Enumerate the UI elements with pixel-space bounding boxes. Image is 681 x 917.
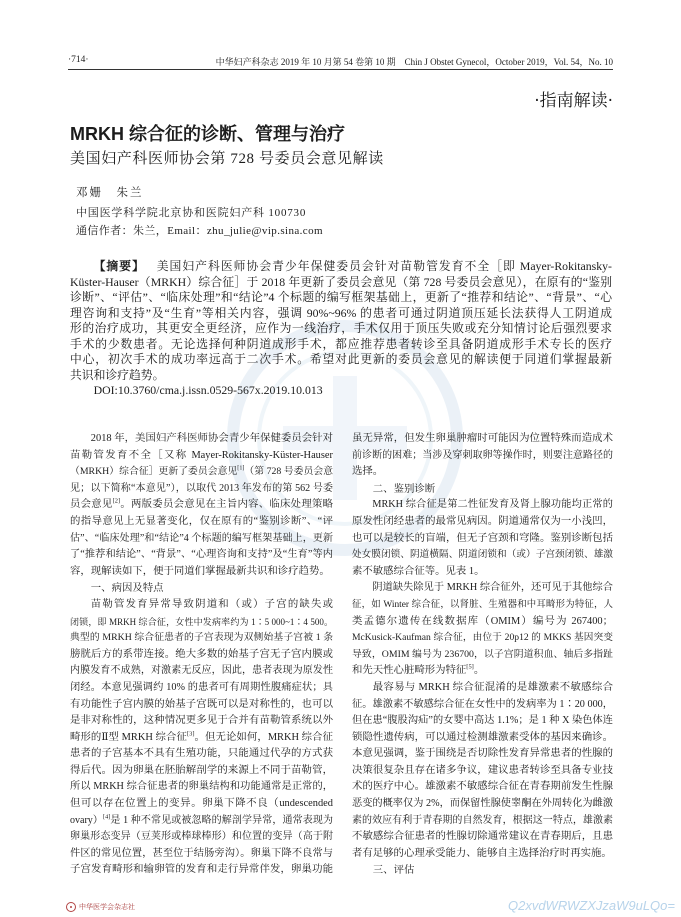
- section-heading: 三、评估: [372, 864, 415, 877]
- abstract-line: 形的治疗成功，其更安全更经济，应作为一线治疗，手术仅用于顶压失败或充分知情讨论后强烈要求: [70, 321, 612, 335]
- citation: [2]: [112, 497, 121, 505]
- citation: [5]: [466, 663, 474, 671]
- paragraph: [352, 431, 613, 481]
- abstract-line: 共识和诊疗趋势。: [70, 367, 165, 382]
- paragraph: [352, 680, 613, 863]
- text-line: 但在患“腹股沟疝”的女婴中高达 1.1%；是 1 种 X 染色体连: [352, 715, 613, 727]
- text-line: 处女膜闭锁、阴道横隔、阴道闭锁和（或）子宫颈闭锁、雄激: [352, 549, 613, 561]
- text-line: 内膜发育不成熟，对激素无反应，因此，患者表现为原发性: [70, 665, 333, 677]
- watermark-text: Q2xvdWRWZXJzaW9uLQo=: [507, 898, 675, 913]
- text-line: 是非对称性的，这种情况更多见于合并有苗勒管系统以外: [70, 715, 333, 727]
- text-line: 患者的子宫基本不具有生殖功能，只能通过代孕的方式获: [70, 748, 333, 760]
- text-line: 闭锁，即 MRKH 综合征，女性中发病率约为 1∶5 000~1∶4 500。: [70, 616, 333, 627]
- text-line: 苗勒管发育不全［又称 Mayer-Rokitansky-Küster-Hauser: [70, 449, 333, 461]
- body-column-right: [352, 431, 613, 879]
- abstract-line: 理咨询和支持”及“生育”等相关内容，强调 90%~96% 的患者可通过阴道顶压延长法获得人工阴道成: [70, 305, 612, 320]
- abstract-line: 中心，初次手术的成功率远高于二次手术。希望对此更新的委员会意见的解读便于同道们掌握最新: [70, 352, 612, 366]
- abstract-line: Küster-Hauser（MRKH）综合征］于 2018 年更新了委员会意见（第 728 号委员会意见），在原有的“鉴别: [70, 274, 612, 289]
- text-line: 和先天性心脏畸形为特征[5]。: [352, 663, 485, 677]
- text-line: 畸形的Ⅱ型 MRKH 综合征[3]。但无论如何，MRKH 综合征: [70, 730, 333, 743]
- text-line: 虽无异常，但发生卵巢肿瘤时可能因为位置特殊而造成术: [352, 433, 613, 444]
- text-line: 前诊断的困难；当涉及穿刺取卵等操作时，则要注意路径的: [352, 449, 613, 461]
- text-line: 典型的 MRKH 综合征患者的子宫表现为双侧始基子宫被 1 条: [70, 632, 333, 644]
- body-column-left: [70, 431, 333, 879]
- abstract: [70, 259, 612, 399]
- paragraph: [352, 497, 613, 580]
- text-line: 征，如 Winter 综合征，以肾脏、生殖器和中耳畸形为特征，人: [352, 599, 613, 610]
- text-line: 也可以是较长的盲端，但无子宫颈和穹隆。鉴别诊断包括: [352, 532, 613, 544]
- text-line: McKusick-Kaufman 综合征，由位于 20p12 的 MKKS 基因突变: [352, 632, 613, 644]
- authors: 邓姗 朱兰: [76, 187, 144, 199]
- text-line: 术的医疗中心。雄激素不敏感综合征在青春期前发生性腺: [352, 781, 613, 793]
- running-header: 中华妇产科杂志 2019 年 10 月第 54 卷第 10 期 Chin J Obstet Gynecol，October 2019，Vol. 54，No. 10: [215, 57, 613, 67]
- abstract-line: 诊断”、“评估”、“临床处理”和“结论”4 个标题的编写框架基础上，更新了“推荐和结论”、“背景”、“心: [70, 290, 612, 304]
- text-line: 2018 年，美国妇产科医师协会青少年保健委员会针对: [90, 433, 333, 444]
- section-heading: 二、鉴别诊断: [372, 482, 436, 495]
- text-line: 最容易与 MRKH 综合征混淆的是雄激素不敏感综合: [372, 681, 613, 693]
- affiliation: 中国医学科学院北京协和医院妇产科 100730: [76, 207, 307, 219]
- abstract-label: 【摘要】: [93, 259, 145, 273]
- paragraph: [352, 580, 613, 680]
- text-line: 估”、“临床处理”和“结论”4 个标题的编写框架基础上，更新: [70, 532, 333, 544]
- text-line: 者有足够的心理承受能力、能够自主选择治疗时再实施。: [352, 847, 612, 859]
- paragraph: [70, 597, 333, 879]
- article-subtitle: 美国妇产科医师协会第 728 号委员会意见解读: [70, 151, 384, 167]
- publisher-logo-icon: [66, 902, 76, 912]
- text-line: ovary）[4]是 1 种不常见或被忽略的解剖学异常，通常表现为: [70, 813, 333, 826]
- text-line: 选择。: [352, 466, 384, 478]
- abstract-line: [70, 259, 612, 275]
- publisher-name: 中华医学会杂志社: [79, 903, 135, 911]
- header-rule: [68, 69, 613, 70]
- section-heading: 一、病因及特点: [90, 582, 164, 595]
- text-line: 但可以存在位置上的变异。卵巢下降不良（undescended: [70, 798, 333, 810]
- text-line: 类孟德尔遗传在线数据库（OMIM）编号为 267400；: [352, 615, 613, 627]
- text-line: 恶变的概率仅为 2%，而保留性腺使睾酮在外周转化为雌激: [352, 798, 613, 810]
- publisher-logo: [66, 901, 135, 913]
- text-line: 征。雄激素不敏感综合征在女性中的发病率为 1∶20 000，: [352, 698, 613, 710]
- citation: [3]: [186, 730, 195, 738]
- text-line: 卵巢形态变异（豆荚形或棒球棒形）和位置的变异（高于附: [70, 831, 333, 843]
- abstract-text: 美国妇产科医师协会青少年保健委员会针对苗勒管发育不全［即 Mayer-Rokitansky-: [156, 259, 612, 273]
- text-line: 苗勒管发育异常导致阴道和（或）子宫的缺失或: [90, 598, 333, 610]
- text-line: 的指导意见上无显著变化，仅在原有的“鉴别诊断”、“评: [70, 515, 333, 527]
- doi: DOI:10.3760/cma.j.issn.0529-567x.2019.10.013: [93, 383, 323, 397]
- text-line: MRKH 综合征是第二性征发育及肾上腺功能均正常的: [372, 499, 613, 511]
- text-line: 阴道缺失除见于 MRKH 综合征外，还可见于其他综合: [372, 582, 613, 594]
- text-line: 决策很复杂且存在诸多争议，建议患者转诊至具备专业技: [352, 764, 613, 776]
- text-line: 膀胱后方的系带连接。绝大多数的始基子宫无子宫内膜或: [70, 648, 333, 660]
- text-line: 锁隐性遗传病，可以通过检测雄激素受体的基因来确诊。: [352, 731, 613, 743]
- text-line: 件区的常见位置，甚至位于结肠旁沟）。卵巢下降不良常与: [70, 847, 333, 859]
- text-line: 有功能性子宫内膜的始基子宫既可以是对称性的，也可以: [70, 698, 333, 710]
- text-line: 了“推荐和结论”、“背景”、“心理咨询和支持”及“生育”等内: [70, 549, 333, 561]
- text-line: 闭经。本意见强调约 10% 的患者可有周期性腹痛症状；具: [70, 681, 333, 693]
- text-line: 所以 MRKH 综合征患者的卵巢结构和功能通常是正常的，: [70, 781, 333, 793]
- text-line: 子宫发育畸形和输卵管的发育和走行异常伴发，卵巢功能: [70, 864, 333, 876]
- text-line: 得后代。因为卵巢在胚胎解剖学的来源上不同于苗勒管，: [70, 764, 333, 776]
- text-line: （MRKH）综合征］更新了委员会意见[1]（第 728 号委员会意: [70, 465, 333, 478]
- text-line: 见；以下简称“本意见”），以取代 2013 年发布的第 562 号委: [70, 482, 333, 494]
- text-line: 导致，OMIM 编号为 236700，以子宫阴道积血、轴后多指趾: [352, 648, 613, 660]
- section-tag: ·指南解读·: [534, 91, 613, 111]
- text-line: 原发性闭经患者的最常见病因。阴道通常仅为一小浅凹，: [352, 515, 613, 527]
- text-line: 员会意见[2]。两版委员会意见在主旨内容、临床处理策略: [70, 497, 333, 511]
- text-line: 素不敏感综合征等。见表 1。: [352, 565, 485, 577]
- article-title: MRKH 综合征的诊断、管理与治疗: [70, 124, 345, 144]
- abstract-line: 手术的少数患者。无论选择何种阴道成形手术，都应推荐患者转诊至具备阴道成形手术专长的医疗: [70, 336, 612, 351]
- paragraph: [70, 431, 333, 580]
- citation: [4]: [103, 813, 111, 821]
- text-line: 不敏感综合征患者的性腺切除通常建议在青春期后，且患: [352, 831, 613, 843]
- page-number: ·714·: [68, 55, 89, 65]
- text-line: 本意见强调，鉴于围绕是否切除性发育异常患者的性腺的: [352, 748, 613, 760]
- text-line: 容，现解读如下，便于同道们掌握最新共识和诊疗趋势。: [70, 565, 330, 577]
- citation: [1]: [237, 465, 245, 472]
- correspondence: 通信作者：朱兰，Email：zhu_julie@vip.sina.com: [76, 225, 323, 237]
- text-line: 素的效应有利于青春期的自然发育，根据这一特点，雄激素: [352, 814, 613, 826]
